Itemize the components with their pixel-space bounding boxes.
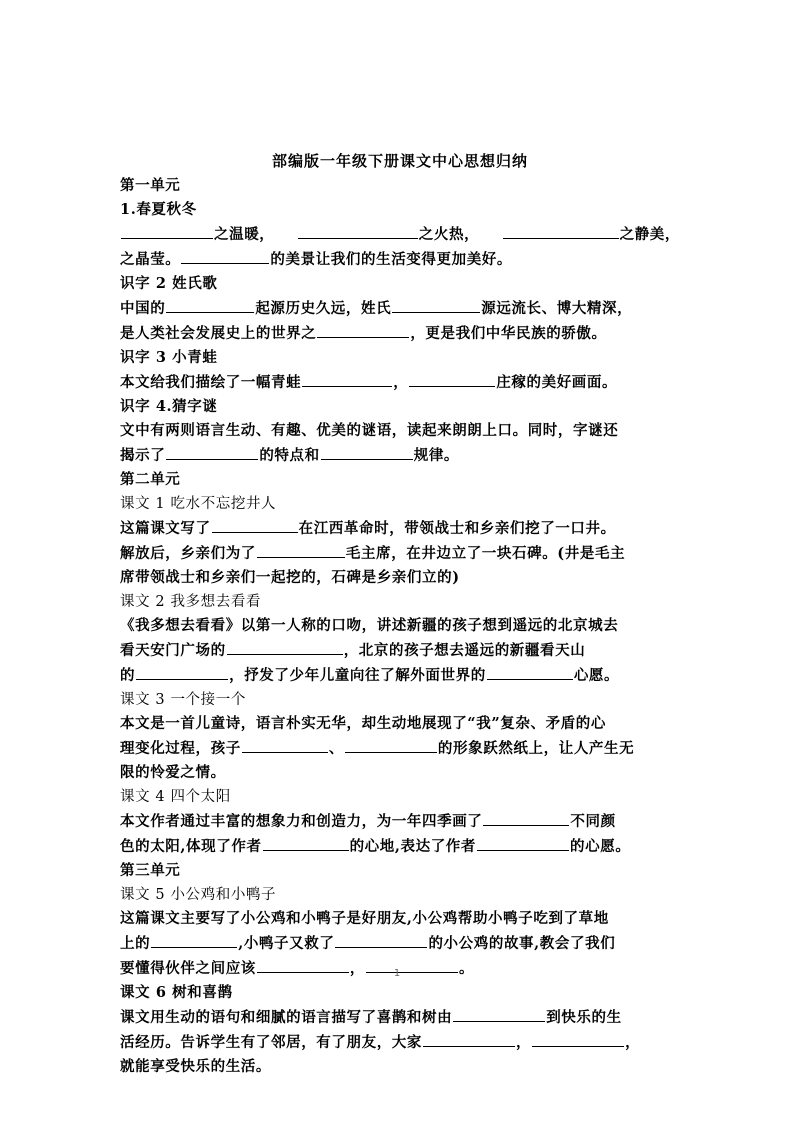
text-line: 揭示了 的特点和 规律。 [120, 443, 680, 468]
fill-blank[interactable] [487, 663, 573, 680]
text-line: 之温暖， 之火热， 之静美， [120, 222, 680, 247]
fill-blank[interactable] [483, 809, 569, 826]
document-body [120, 150, 680, 1079]
text-line: 看天安门广场的 ，北京的孩子想去遥远的新疆看天山 [120, 638, 680, 663]
fill-blank[interactable] [423, 1030, 515, 1047]
text-line: 本文作者通过丰富的想象力和创造力，为一年四季画了 不同颜 [120, 809, 680, 834]
fill-blank[interactable] [242, 736, 328, 753]
fill-blank[interactable] [263, 834, 349, 851]
fill-blank[interactable] [121, 222, 213, 239]
text-line: 上的 ,小鸭子又救了 的小公鸡的故事,教会了我们 [120, 931, 680, 956]
section-heading: 课文 1 吃水不忘挖井人 [120, 496, 277, 512]
fill-blank[interactable] [212, 516, 298, 533]
text-line: 课文用生动的语句和细腻的语言描写了喜鹊和树由 到快乐的生 [120, 1005, 680, 1030]
section-heading: 课文 6 树和喜鹊 [120, 984, 233, 1001]
fill-blank[interactable] [257, 541, 345, 558]
section-heading: 识字 4.猜字谜 [120, 398, 218, 415]
text-line: 限的怜爱之情。 [120, 764, 226, 781]
fill-blank[interactable] [151, 931, 237, 948]
text-line: 这篇课文写了 在江西革命时，带领战士和乡亲们挖了一口井。 [120, 516, 680, 541]
fill-blank[interactable] [302, 370, 392, 387]
fill-blank[interactable] [477, 834, 569, 851]
text-line: 就能享受快乐的生活。 [120, 1058, 271, 1075]
section-heading: 课文 5 小公鸡和小鸭子 [120, 887, 277, 903]
text-line: 是人类社会发展史上的世界之 ，更是我们中华民族的骄傲。 [120, 321, 680, 346]
text-line: 中国的 起源历史久远，姓氏 源远流长、博大精深， [120, 296, 680, 321]
unit-heading: 第二单元 [120, 471, 181, 488]
fill-blank[interactable] [345, 736, 437, 753]
text-line: 这篇课文主要写了小公鸡和小鸭子是好朋友,小公鸡帮助小鸭子吃到了草地 [120, 910, 609, 927]
fill-blank[interactable] [321, 443, 413, 460]
section-heading: 课文 4 四个太阳 [120, 789, 231, 805]
fill-blank[interactable] [532, 1030, 624, 1047]
text-line: 理变化过程，孩子 、 的形象跃然纸上，让人产生无 [120, 736, 680, 761]
text-line: 要懂得伙伴之间应该 ， 。 [120, 956, 680, 981]
text-line: 解放后，乡亲们为了 毛主席，在井边立了一块石碑。(井是毛主 [120, 541, 680, 566]
section-heading: 识字 3 小青蛙 [120, 349, 218, 366]
page-title: 部编版一年级下册课文中心思想归纳 [271, 152, 528, 170]
fill-blank[interactable] [317, 321, 409, 338]
section-heading: 课文 2 我多想去看看 [120, 594, 262, 610]
text-line: 活经历。告诉学生有了邻居，有了朋友，大家 ， ， [120, 1030, 680, 1055]
fill-blank[interactable] [298, 222, 418, 239]
text-line: 之晶莹。 的美景让我们的生活变得更加美好。 [120, 247, 680, 272]
fill-blank[interactable] [503, 222, 619, 239]
text-line: 文中有两则语言生动、有趣、优美的谜语，读起来朗朗上口。同时，字谜还 [120, 422, 619, 439]
text-line: 《我多想去看看》以第一人称的口吻，讲述新疆的孩子想到遥远的北京城去 [120, 617, 619, 634]
section-heading: 识字 2 姓氏歌 [120, 275, 218, 292]
fill-blank[interactable] [136, 663, 228, 680]
fill-blank[interactable] [335, 931, 427, 948]
text-line: 席带领战士和乡亲们一起挖的，石碑是乡亲们立的) [120, 569, 460, 586]
fill-blank[interactable] [181, 247, 269, 264]
unit-heading: 第三单元 [120, 862, 181, 879]
section-heading: 课文 3 一个接一个 [120, 692, 246, 708]
page-number: 1 [393, 968, 401, 979]
section-heading: 1.春夏秋冬 [120, 201, 197, 218]
fill-blank[interactable] [227, 638, 343, 655]
text-line: 的 ，抒发了少年儿童向往了解外面世界的 心愿。 [120, 663, 680, 688]
fill-blank[interactable] [166, 296, 254, 313]
fill-blank[interactable] [409, 370, 495, 387]
text-line: 本文是一首儿童诗，语言朴实无华，却生动地展现了“我”复杂、矛盾的心 [120, 715, 606, 732]
fill-blank[interactable] [453, 1005, 545, 1022]
fill-blank[interactable] [392, 296, 480, 313]
fill-blank[interactable] [166, 443, 258, 460]
text-line: 色的太阳,体现了作者 的心地,表达了作者 的心愿。 [120, 834, 680, 859]
text-line: 本文给我们描绘了一幅青蛙 ， 庄稼的美好画面。 [120, 370, 680, 395]
unit-heading: 第一单元 [120, 177, 181, 194]
